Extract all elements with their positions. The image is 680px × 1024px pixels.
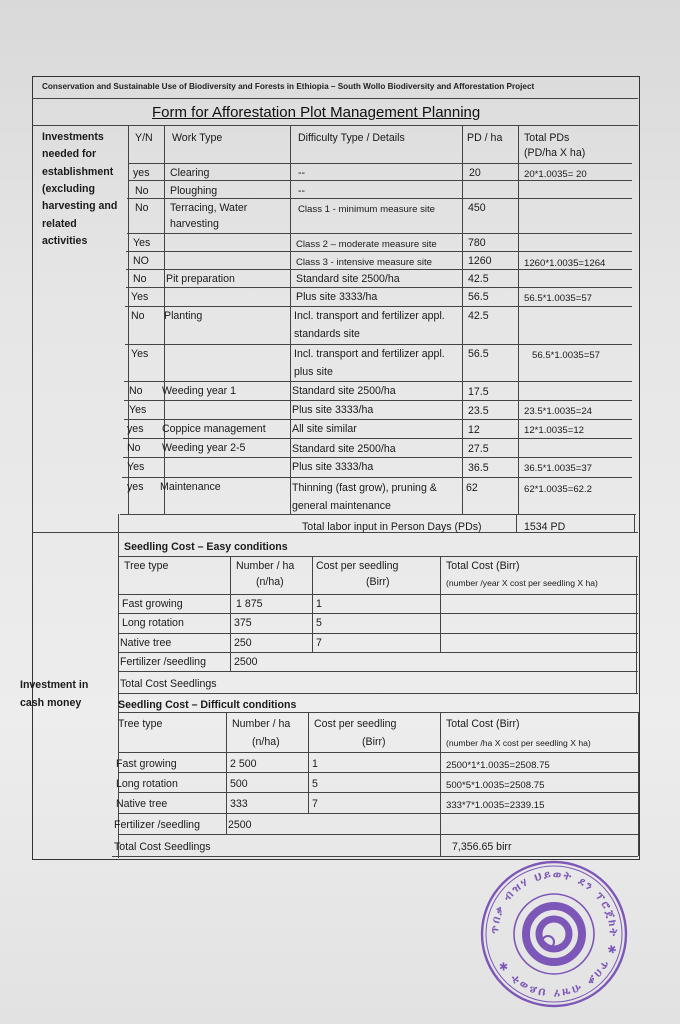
difficult-cell-cost: 5 bbox=[312, 778, 318, 790]
cell-yn: Yes bbox=[131, 348, 149, 360]
easy-cell-number: 2500 bbox=[234, 656, 258, 668]
easy-col-tree-type: Tree type bbox=[124, 560, 169, 572]
grid-line-vertical bbox=[226, 712, 227, 834]
cell-difficulty-line2: plus site bbox=[294, 366, 333, 378]
cell-work-type: Pit preparation bbox=[166, 273, 235, 285]
easy-cell-tree: Fast growing bbox=[122, 598, 183, 610]
easy-table-title: Seedling Cost – Easy conditions bbox=[124, 541, 288, 553]
grid-line-horizontal bbox=[124, 381, 632, 382]
stamp-emblem-ring bbox=[526, 906, 582, 962]
easy-cell-number: 375 bbox=[234, 617, 252, 629]
cell-total-pds: 36.5*1.0035=37 bbox=[524, 463, 593, 474]
grid-line-vertical bbox=[518, 125, 519, 515]
easy-cell-number: 1 875 bbox=[236, 598, 263, 610]
grid-line-horizontal bbox=[118, 752, 638, 753]
cell-total-pds: 56.5*1.0035=57 bbox=[524, 293, 593, 304]
difficult-col-tree-type: Tree type bbox=[118, 718, 163, 730]
easy-cell-tree: Native tree bbox=[120, 637, 172, 649]
cell-work-type: Terracing, Water bbox=[170, 202, 248, 214]
stamp-outer-ring bbox=[482, 862, 626, 1006]
easy-cell-cost: 5 bbox=[316, 617, 322, 629]
easy-col-total: Total Cost (Birr) bbox=[446, 560, 520, 572]
total-labor-label: Total labor input in Person Days (PDs) bbox=[302, 521, 482, 533]
grid-line-vertical bbox=[230, 556, 231, 671]
cell-yn: Yes bbox=[129, 404, 147, 416]
difficult-total-value: 7,356.65 birr bbox=[452, 841, 512, 853]
cell-difficulty: All site similar bbox=[292, 423, 357, 435]
grid-line-vertical bbox=[638, 712, 639, 856]
grid-line-vertical bbox=[440, 712, 441, 856]
grid-line-vertical bbox=[290, 125, 291, 515]
cell-total-pds: 62*1.0035=62.2 bbox=[524, 484, 593, 495]
section-cash-label-line: Investment in bbox=[20, 679, 89, 691]
easy-cell-cost: 1 bbox=[316, 598, 322, 610]
grid-line-horizontal bbox=[118, 712, 638, 713]
col-header-work-type: Work Type bbox=[172, 132, 223, 144]
cell-difficulty-line2: standards site bbox=[294, 328, 360, 340]
cell-yn: yes bbox=[127, 481, 144, 493]
difficult-col-total: Total Cost (Birr) bbox=[446, 718, 520, 730]
easy-col-cost: Cost per seedling bbox=[316, 560, 399, 572]
cell-difficulty: Standard site 2500/ha bbox=[296, 273, 400, 285]
cell-pd-ha: 56.5 bbox=[468, 291, 489, 303]
grid-line-horizontal bbox=[118, 693, 638, 694]
cell-pd-ha: 36.5 bbox=[468, 462, 489, 474]
cell-work-type: Planting bbox=[164, 310, 203, 322]
grid-line-horizontal bbox=[126, 251, 632, 252]
cell-yn: No bbox=[129, 385, 143, 397]
cell-pd-ha: 27.5 bbox=[468, 443, 489, 455]
easy-col-number: Number / ha bbox=[236, 560, 295, 572]
grid-line-horizontal bbox=[120, 514, 636, 515]
total-labor-value: 1534 PD bbox=[524, 521, 566, 533]
easy-cell-number: 250 bbox=[234, 637, 252, 649]
cell-yn: yes bbox=[133, 167, 150, 179]
difficult-cell-tree: Long rotation bbox=[116, 778, 178, 790]
cell-total-pds: 12*1.0035=12 bbox=[524, 425, 585, 436]
grid-line-vertical bbox=[308, 712, 309, 814]
cell-work-type-line2: harvesting bbox=[170, 218, 219, 230]
grid-line-horizontal bbox=[118, 633, 638, 634]
cell-work-type: Weeding year 1 bbox=[162, 385, 237, 397]
grid-line-vertical bbox=[462, 125, 463, 515]
grid-line-horizontal bbox=[118, 652, 638, 653]
cell-total-pds: 1260*1.0035=1264 bbox=[524, 258, 606, 269]
section-label-line: needed for bbox=[42, 148, 97, 160]
grid-line-horizontal bbox=[125, 344, 632, 345]
grid-line-horizontal bbox=[123, 438, 632, 439]
easy-col-number-sub: (n/ha) bbox=[256, 576, 284, 588]
grid-line-horizontal bbox=[124, 419, 632, 420]
difficult-cell-total: 2500*1*1.0035=2508.75 bbox=[446, 760, 550, 771]
difficult-cell-tree: Fast growing bbox=[116, 758, 177, 770]
cell-pd-ha: 20 bbox=[469, 167, 481, 179]
cell-pd-ha: 450 bbox=[468, 202, 486, 214]
grid-line-horizontal bbox=[125, 306, 632, 307]
grid-line-horizontal bbox=[122, 477, 632, 478]
grid-line-vertical bbox=[118, 514, 119, 532]
section-label-line: (excluding bbox=[42, 183, 95, 195]
cell-pd-ha: 42.5 bbox=[468, 273, 489, 285]
cell-yn: No bbox=[135, 202, 149, 214]
cell-pd-ha: 780 bbox=[468, 237, 486, 249]
section-label-line: establishment bbox=[42, 166, 114, 178]
grid-line-horizontal bbox=[112, 856, 638, 857]
difficult-cell-cost: 1 bbox=[312, 758, 318, 770]
cell-pd-ha: 17.5 bbox=[468, 386, 489, 398]
stamp-lettering: ጥበቃ ብዝሃ ህይወት ደን ፕሮጀክት ✱ ጥበቃ ብዝሃ ህይወት ✱ bbox=[487, 867, 621, 1001]
easy-cell-tree: Fertilizer /seedling bbox=[120, 656, 206, 668]
grid-line-horizontal bbox=[127, 233, 632, 234]
easy-cell-tree: Long rotation bbox=[122, 617, 184, 629]
cell-pd-ha: 56.5 bbox=[468, 348, 489, 360]
difficult-col-cost-sub: (Birr) bbox=[362, 736, 386, 748]
cell-difficulty: Class 3 - intensive measure site bbox=[296, 257, 432, 268]
grid-line-vertical bbox=[634, 514, 635, 532]
col-header-total-pds: Total PDs bbox=[524, 132, 570, 144]
cell-difficulty: Plus site 3333/ha bbox=[292, 404, 374, 416]
cell-difficulty: -- bbox=[298, 185, 306, 197]
cell-work-type: Maintenance bbox=[160, 481, 221, 493]
grid-line-horizontal bbox=[124, 400, 632, 401]
cell-pd-ha: 1260 bbox=[468, 255, 492, 267]
difficult-cell-number: 2500 bbox=[228, 819, 252, 831]
cell-pd-ha: 12 bbox=[468, 424, 480, 436]
difficult-table-title: Seedling Cost – Difficult conditions bbox=[118, 699, 297, 711]
grid-line-vertical bbox=[128, 125, 129, 515]
cell-difficulty: Class 2 – moderate measure site bbox=[296, 239, 437, 250]
project-header: Conservation and Sustainable Use of Biodiversity and Forests in Ethiopia – South Wollo Biodiversity and Afforestation Project bbox=[42, 82, 535, 91]
difficult-col-number: Number / ha bbox=[232, 718, 291, 730]
grid-line-horizontal bbox=[127, 198, 632, 199]
col-header-difficulty: Difficulty Type / Details bbox=[298, 132, 405, 144]
grid-line-horizontal bbox=[118, 792, 638, 793]
stamp-outer-ring-inner bbox=[486, 866, 622, 1002]
section-label-line: activities bbox=[42, 235, 88, 247]
cell-difficulty: Standard site 2500/ha bbox=[292, 385, 396, 397]
cell-work-type: Coppice management bbox=[162, 423, 266, 435]
cell-difficulty: Thinning (fast grow), pruning & bbox=[292, 482, 437, 494]
grid-line-horizontal bbox=[32, 125, 638, 126]
grid-line-horizontal bbox=[32, 98, 638, 99]
col-header-pd-ha: PD / ha bbox=[467, 132, 503, 144]
cell-difficulty: -- bbox=[298, 167, 306, 179]
cell-yn: No bbox=[135, 185, 149, 197]
section-label-line: related bbox=[42, 218, 77, 230]
difficult-total-label: Total Cost Seedlings bbox=[114, 841, 211, 853]
grid-line-horizontal bbox=[118, 594, 638, 595]
cell-difficulty: Class 1 - minimum measure site bbox=[298, 204, 436, 215]
easy-cell-cost: 7 bbox=[316, 637, 322, 649]
cell-total-pds: 56.5*1.0035=57 bbox=[532, 350, 601, 361]
difficult-cell-total: 333*7*1.0035=2339.15 bbox=[446, 800, 545, 811]
cell-yn: Yes bbox=[127, 461, 145, 473]
grid-line-vertical bbox=[440, 556, 441, 652]
col-header-yn: Y/N bbox=[135, 132, 153, 144]
cell-pd-ha: 23.5 bbox=[468, 405, 489, 417]
grid-line-horizontal bbox=[128, 163, 632, 164]
grid-line-horizontal bbox=[123, 457, 632, 458]
cell-work-type: Ploughing bbox=[170, 185, 218, 197]
grid-line-horizontal bbox=[126, 287, 632, 288]
cell-difficulty: Plus site 3333/ha bbox=[292, 461, 374, 473]
grid-line-horizontal bbox=[118, 834, 638, 835]
cell-difficulty-line2: general maintenance bbox=[292, 500, 391, 512]
grid-line-horizontal bbox=[118, 556, 638, 557]
difficult-cell-tree: Native tree bbox=[116, 798, 168, 810]
cell-yn: NO bbox=[133, 255, 149, 267]
cell-total-pds: 20*1.0035= 20 bbox=[524, 169, 587, 180]
cell-yn: No bbox=[131, 310, 145, 322]
easy-col-total-sub: (number /year X cost per seedling X ha) bbox=[446, 578, 598, 588]
cell-difficulty: Plus site 3333/ha bbox=[296, 291, 378, 303]
difficult-cell-tree: Fertilizer /seedling bbox=[114, 819, 200, 831]
section-cash-label-line: cash money bbox=[20, 697, 82, 709]
difficult-col-cost: Cost per seedling bbox=[314, 718, 397, 730]
cell-yn: No bbox=[133, 273, 147, 285]
cell-pd-ha: 42.5 bbox=[468, 310, 489, 322]
difficult-cell-number: 2 500 bbox=[230, 758, 257, 770]
cell-work-type: Clearing bbox=[170, 167, 210, 179]
difficult-col-number-sub: (n/ha) bbox=[252, 736, 280, 748]
cell-difficulty: Incl. transport and fertilizer appl. bbox=[294, 348, 445, 360]
cell-difficulty: Incl. transport and fertilizer appl. bbox=[294, 310, 445, 322]
cell-pd-ha: 62 bbox=[466, 482, 478, 494]
easy-total-label: Total Cost Seedlings bbox=[120, 678, 217, 690]
grid-line-horizontal bbox=[118, 772, 638, 773]
cell-yn: yes bbox=[127, 423, 144, 435]
cell-yn: Yes bbox=[133, 237, 151, 249]
difficult-cell-number: 500 bbox=[230, 778, 248, 790]
grid-line-vertical bbox=[636, 556, 637, 693]
grid-line-vertical bbox=[312, 556, 313, 652]
cell-total-pds: 23.5*1.0035=24 bbox=[524, 406, 593, 417]
cell-difficulty: Standard site 2500/ha bbox=[292, 443, 396, 455]
cell-work-type: Weeding year 2-5 bbox=[162, 442, 246, 454]
official-stamp bbox=[478, 858, 630, 1010]
easy-col-cost-sub: (Birr) bbox=[366, 576, 390, 588]
difficult-cell-cost: 7 bbox=[312, 798, 318, 810]
form-title: Form for Afforestation Plot Management Planning bbox=[152, 104, 481, 121]
cell-yn: No bbox=[127, 442, 141, 454]
difficult-cell-number: 333 bbox=[230, 798, 248, 810]
section-label-line: harvesting and bbox=[42, 200, 118, 212]
cell-yn: Yes bbox=[131, 291, 149, 303]
section-label-line: Investments bbox=[42, 131, 104, 143]
grid-line-horizontal bbox=[118, 613, 638, 614]
col-header-total-pds-sub: (PD/ha X ha) bbox=[524, 147, 586, 159]
grid-line-horizontal bbox=[118, 671, 638, 672]
difficult-col-total-sub: (number /ha X cost per seedling X ha) bbox=[446, 738, 591, 748]
grid-line-horizontal bbox=[118, 813, 638, 814]
grid-line-vertical bbox=[516, 514, 517, 532]
difficult-cell-total: 500*5*1.0035=2508.75 bbox=[446, 780, 545, 791]
